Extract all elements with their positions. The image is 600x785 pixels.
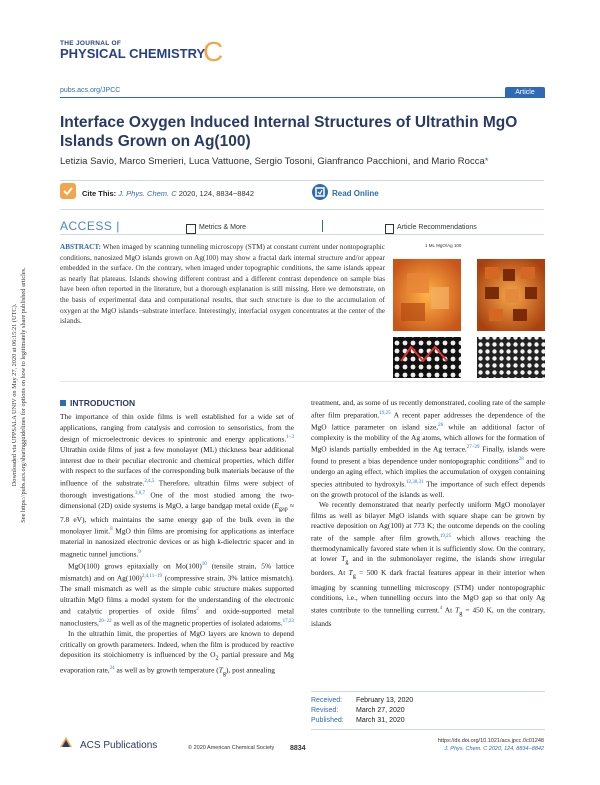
metrics-link[interactable]: Metrics & More — [199, 224, 247, 231]
article-type-tab: Article — [505, 87, 545, 98]
body-column-left: The importance of thin oxide films is well established for a wide set of applications, ranging from catalysis and corrosion to sensoristics, from the design of microelectronic devices to spintronic and energy applications.$^{1-3}$ Ultrathin oxide films of just a few monolayer (ML) thickness bear additional interest due to their peculiar electronic and chemical properties, which differ with respect to the surfaces of the corresponding bulk materials because of the influence of the substrate.$^{2,4,5}$ Therefore, ultrathin films were subject of thorough investigations.$^{3,6,7}$ One of the most studied among the two-dimensional (2D) oxide systems is MgO, a large bandgap metal oxide ($E_{gap} \approx 7.8$ eV), which maintains the same energy gap of the bulk even in the monolayer limit.$^8$ MgO thin films are promising for applications as interface material in nanosized electronic devices or as high k-dielectric spacer and in magnetic tunnel junctions.$^9$ MgO(100) grows epitaxially on $Mo(100)^{10}$ (tensile strain, 5% lattice mismatch) and on $Ag(100)^{2,4,11-19}$ (compressive strain, 3% lattice mismatch). The small mismatch as well as the simple cubic structure makes supported ultrathin MgO films a model system for the understanding of the electronic and catalytic properties of oxide films$^2$ and oxide-supported metal nanoclusters,$^{20-22}$ as well as of the magnetic properties of isolated adatoms.$^{17,23}$ In the ultrathin limit, the properties of MgO layers are known to depend critically on growth parameters. Indeed, when the film is produced by reactive deposition its stoichiometry is influenced by the $O_2$ partial pressure and Mg evaporation rate,$^{24}$ as well as by growth temperature $(T_g)$, post annealing — [60, 412, 294, 678]
abstract-text: When imaged by scanning tunneling microscopy (STM) at constant current under nontopographic conditions, nanosized MgO islands grown on Ag(100) may show a fractal dark internal structure and/or appear embedded in the surface. On the contrary, when imaged under topographic conditions, the same islands appear as nearly flat plateaus. Islands showing different contrast and a different contrast dependence on sample bias have been often reported in the literature, but a thorough explanation is still missing. Here we demonstrate, on the basis of experimental data and computational results, that such structure is due to the accumulation of oxygen at the MgO islands−substrate interface. Interestingly, interfacial oxygen concentrates at the center of the islands. — [60, 243, 385, 326]
cite-this[interactable] — [82, 189, 254, 198]
cite-icon[interactable] — [60, 183, 76, 199]
toc-graphic — [393, 243, 545, 378]
toc-caption: 1 ML MgO/Ag 100 — [425, 243, 462, 248]
download-note — [6, 260, 32, 530]
abstract-rule — [60, 381, 544, 382]
doi-link[interactable]: https://dx.doi.org/10.1021/acs.jpcc.0c01248 — [437, 738, 544, 744]
read-online-link[interactable]: Read Online — [332, 189, 379, 198]
journal-letter: C — [203, 36, 224, 67]
acs-logo-icon — [60, 737, 72, 749]
article-title: Interface Oxygen Induced Internal Structures of Ultrathin MgO Islands Grown on Ag(100) — [60, 114, 518, 150]
journal-name-big: PHYSICAL CHEMISTRY — [60, 46, 206, 61]
author-names: Letizia Savio, Marco Smerieri, Luca Vattuone, Sergio Tosoni, Gianfranco Pacchioni, and Mario Rocca — [60, 156, 485, 167]
journal-url[interactable]: pubs.acs.org/JPCC — [60, 87, 121, 94]
read-online-icon[interactable] — [312, 184, 328, 200]
abstract — [60, 242, 385, 327]
section-marker-icon — [60, 400, 66, 406]
recommendations-icon[interactable] — [385, 224, 394, 234]
doi-block — [396, 738, 544, 753]
section-heading — [60, 398, 135, 408]
copyright: © 2020 American Chemical Society — [188, 745, 275, 751]
access-divider — [322, 220, 323, 232]
journal-logo — [60, 36, 230, 70]
access-label: ACCESS | — [60, 219, 120, 233]
date-published: Published: March 31, 2020 — [311, 717, 405, 724]
metrics-icon[interactable] — [186, 224, 196, 234]
cite-journal: J. Phys. Chem. C — [118, 189, 177, 198]
corresponding-author-icon[interactable]: * — [484, 156, 489, 167]
doi-ref: J. Phys. Chem. C 2020, 124, 8834−8842 — [444, 745, 544, 752]
recommendations-link[interactable]: Article Recommendations — [397, 224, 477, 231]
author-list — [60, 156, 544, 167]
access-rule — [60, 234, 544, 235]
cite-rest: 2020, 124, 8834−8842 — [176, 189, 254, 198]
download-note-line2[interactable]: See https://pubs.acs.org/sharingguidelines for options on how to legitimately share published articles. — [20, 267, 27, 523]
journal-name-small: THE JOURNAL OF — [60, 40, 122, 47]
publisher-name: ACS Publications — [80, 740, 158, 751]
download-note-line1: Downloaded via UPPSALA UNIV on May 27, 2020 at 06:15:21 (UTC). — [11, 303, 18, 487]
cite-label: Cite This: — [82, 189, 117, 198]
publication-dates — [311, 691, 545, 730]
access-text: ACCESS — [60, 219, 113, 233]
section-heading-text: INTRODUCTION — [70, 398, 136, 408]
date-received: Received: February 13, 2020 — [311, 697, 414, 704]
header-rule — [60, 97, 544, 98]
abstract-label: ABSTRACT: — [60, 243, 102, 251]
body-column-right: treatment, and, as some of us recently demonstrated, cooling rate of the sample after film preparation.$^{19,25}$ A recent paper addresses the dependence of the MgO lattice parameter on island size,$^{26}$ while an additional factor of complexity is the mobility of the Ag atoms, which allows for the formation of MgO islands partially embedded in the Ag terrace.$^{27-29}$ Finally, islands were found to present a bias dependence under nontopographic conditions$^{28}$ and to undergo an aging effect, which implies the accumulation of oxygen containing species attributed to hydroxyls.$^{12,30,31}$ The importance of such effect depends on the growth protocol of the islands as well. We recently demonstrated that nearly perfectly uniform MgO monolayer films as well as bilayer MgO islands with square shape can be grown by reactive deposition on Ag(100) at 773 K; the outcome depends on the cooling rate of the sample after film growth,$^{19,25}$ which allows reaching the thermodynamically favored state when it is sufficiently slow. On the contrary, at lower $T_g$ and in the submonolayer regime, the islands show irregular borders. At $T_g = 500$ K dark fractal features appear in their interior when imaging by scanning tunnelling microscopy (STM) under nontopographic conditions, i.e., when tunnelling occurs into the MgO gap so that only Ag states contribute to the tunnelling current.$^4$ At $T_g = 450$ K, on the contrary, islands — [311, 398, 546, 629]
page-number: 8834 — [290, 745, 306, 752]
date-revised: Revised: March 27, 2020 — [311, 707, 405, 714]
